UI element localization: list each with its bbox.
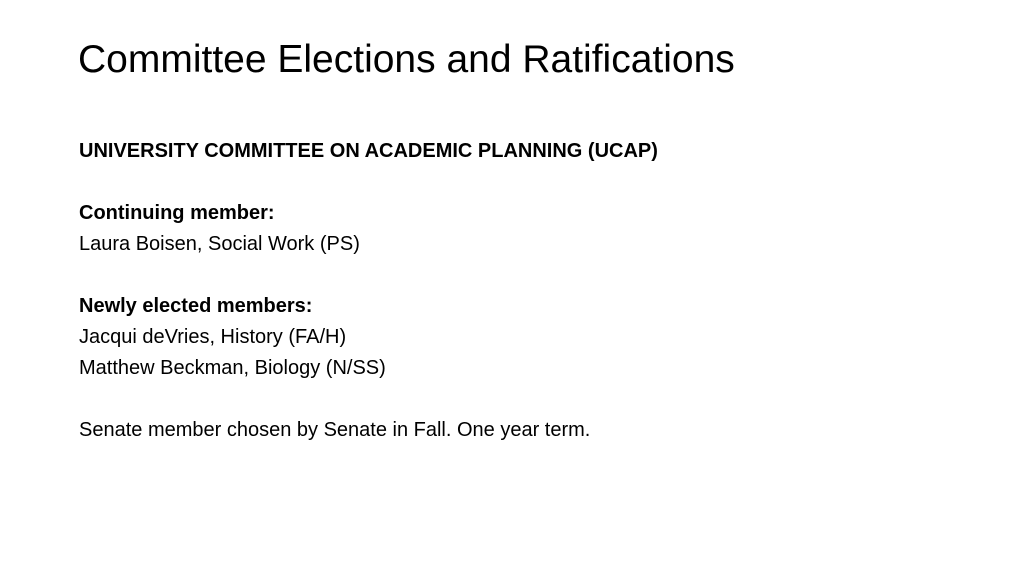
continuing-member-heading: Continuing member: xyxy=(79,202,275,224)
newly-elected-heading: Newly elected members: xyxy=(79,295,313,317)
slide-body xyxy=(79,136,979,446)
senate-note: Senate member chosen by Senate in Fall. One year term. xyxy=(79,419,591,441)
newly-elected-member-item: Matthew Beckman, Biology (N/SS) xyxy=(79,357,386,379)
committee-heading: UNIVERSITY COMMITTEE ON ACADEMIC PLANNING (UCAP) xyxy=(79,140,658,162)
slide-title: Committee Elections and Ratifications xyxy=(78,38,735,81)
newly-elected-member-item: Jacqui deVries, History (FA/H) xyxy=(79,326,347,348)
spacer xyxy=(79,167,979,198)
spacer xyxy=(79,384,979,415)
spacer xyxy=(79,260,979,291)
continuing-member-item: Laura Boisen, Social Work (PS) xyxy=(79,233,360,255)
